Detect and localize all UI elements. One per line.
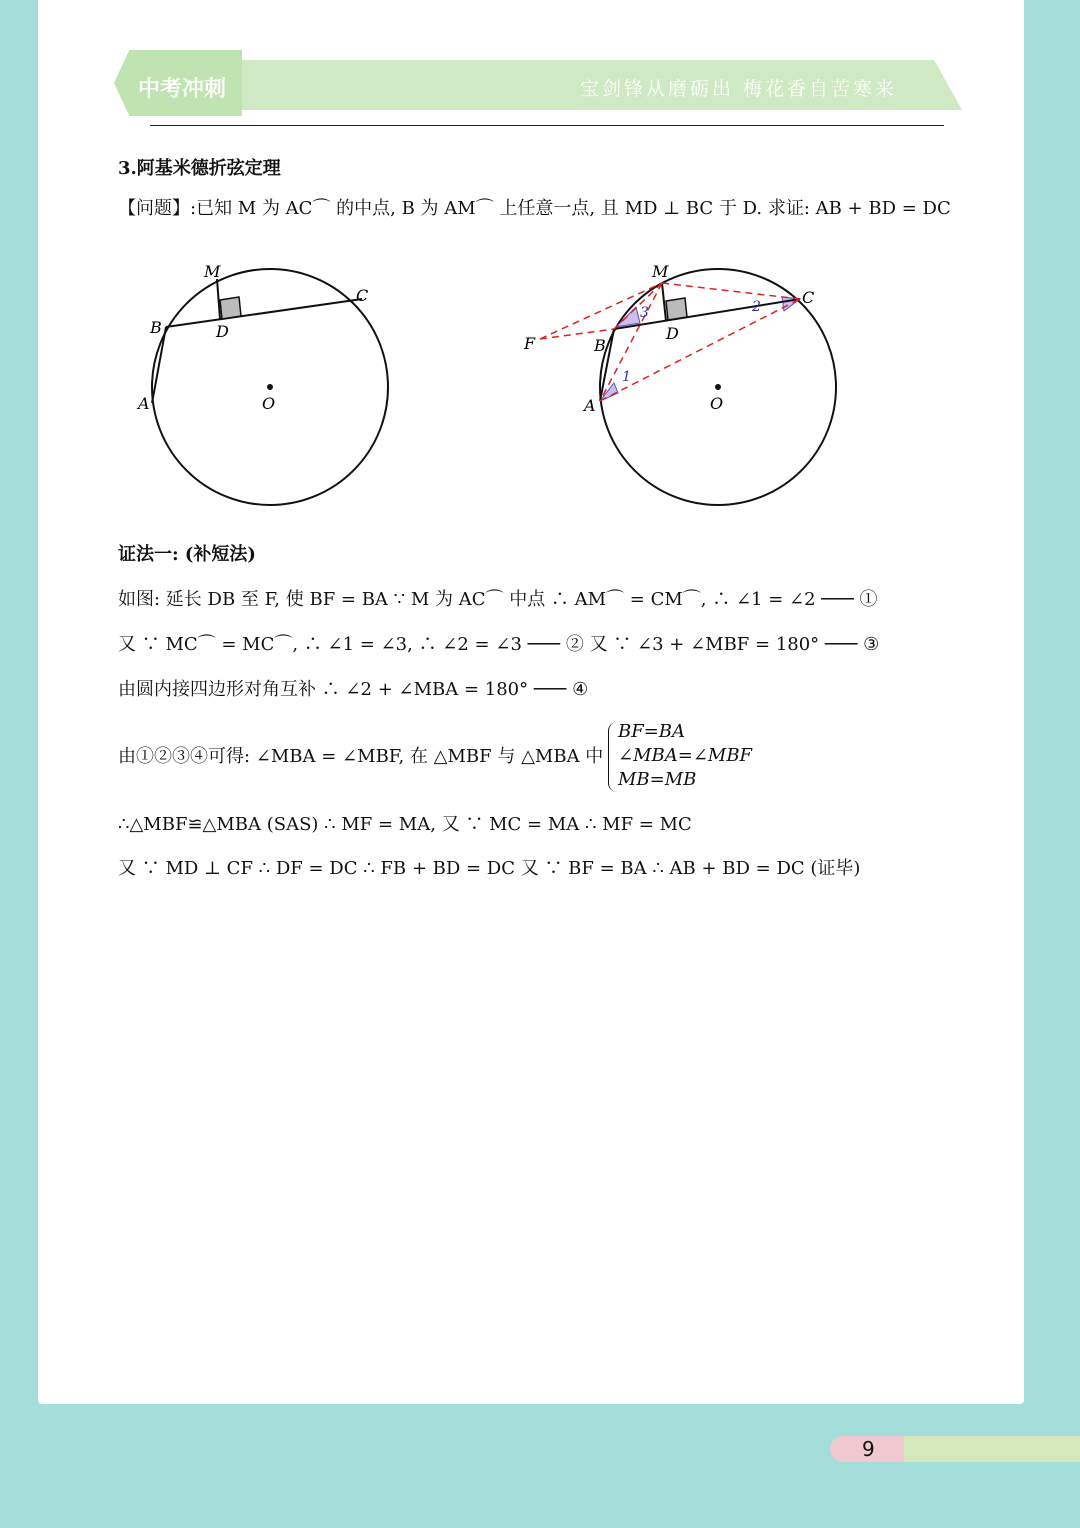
condition-1: BF=BA	[618, 721, 686, 742]
figure-left	[130, 255, 430, 515]
header-rule	[150, 125, 944, 126]
label-c: C	[356, 286, 369, 305]
section-title: 3.阿基米德折弦定理	[118, 158, 281, 179]
label-angle-1: 1	[622, 369, 631, 385]
chord-bc	[166, 299, 362, 327]
proof-line-6: 又 ∵ MD ⊥ CF ∴ DF = DC ∴ FB + BD = DC 又 ∵ BF = BA ∴ AB + BD = DC (证毕)	[118, 858, 861, 879]
right-angle-mark	[666, 298, 687, 320]
condition-2: ∠MBA=∠MBF	[618, 745, 753, 766]
system-brace	[608, 722, 617, 792]
congruence-conditions	[618, 720, 752, 792]
right-angle-mark	[220, 297, 241, 319]
center-dot	[267, 384, 273, 390]
label-o: O	[262, 394, 276, 413]
proof-line-2: 又 ∵ MC⌒ = MC⌒, ∴ ∠1 = ∠3, ∴ ∠2 = ∠3 ─── ② 又 ∵ ∠3 + ∠MBF = 180° ─── ③	[118, 634, 880, 655]
label-d: D	[216, 322, 229, 341]
header-tab-label: 中考冲刺	[138, 77, 227, 102]
figure-right	[520, 255, 860, 515]
label-o: O	[710, 394, 724, 413]
segment-md	[217, 279, 220, 319]
label-m: M	[652, 262, 669, 281]
page-number: 9	[862, 1437, 875, 1461]
proof-line-3: 由圆内接四边形对角互补 ∴ ∠2 + ∠MBA = 180° ─── ④	[118, 679, 589, 700]
label-a: A	[584, 396, 596, 415]
label-m: M	[204, 262, 221, 281]
label-angle-3: 3	[640, 305, 649, 321]
proof-line-4: 由①②③④可得: ∠MBA = ∠MBF, 在 △MBF 与 △MBA 中	[118, 746, 604, 767]
header-motto: 宝剑锋从磨砺出 梅花香自苦寒来	[580, 78, 898, 100]
proof-heading: 证法一: (补短法)	[118, 544, 256, 565]
label-b: B	[150, 318, 162, 337]
page-number-bar	[904, 1436, 1080, 1462]
label-b: B	[594, 336, 606, 355]
center-dot	[715, 384, 721, 390]
proof-line-1: 如图: 延长 DB 至 F, 使 BF = BA ∵ M 为 AC⌒ 中点 ∴ AM⌒ = CM⌒, ∴ ∠1 = ∠2 ─── ①	[118, 589, 878, 610]
problem-statement: 【问题】:已知 M 为 AC⌒ 的中点, B 为 AM⌒ 上任意一点, 且 MD ⊥ BC 于 D. 求证: AB + BD = DC	[118, 198, 951, 219]
label-c: C	[802, 288, 815, 307]
proof-line-5: ∴△MBF≌△MBA (SAS) ∴ MF = MA, 又 ∵ MC = MA ∴ MF = MC	[118, 814, 692, 835]
condition-3: MB=MB	[618, 769, 697, 790]
header-banner-shadow	[236, 100, 936, 110]
label-d: D	[666, 324, 679, 343]
label-a: A	[138, 394, 150, 413]
label-angle-2: 2	[752, 299, 761, 315]
label-f: F	[524, 334, 536, 353]
